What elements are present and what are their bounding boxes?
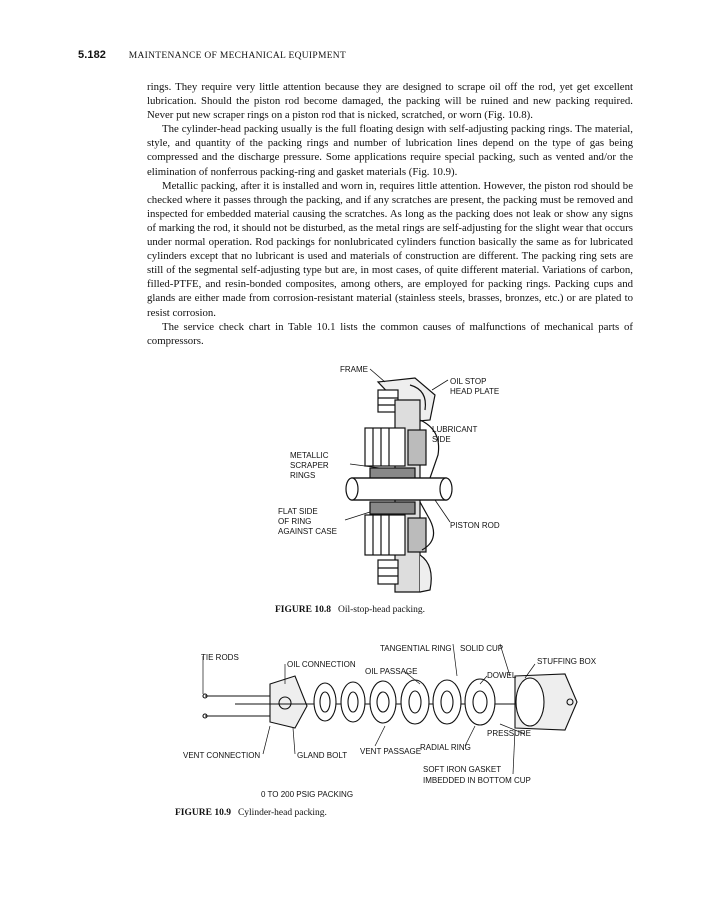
label-metallic-1: METALLIC [290,451,329,460]
caption-text: Oil-stop-head packing. [337,605,426,615]
figure-10-9-caption [175,808,327,818]
label-vent-passage: VENT PASSAGE [360,747,422,756]
body-text [147,80,633,348]
label-metallic-2: SCRAPER [290,461,329,470]
figure-10-8-caption [275,605,425,615]
label-gland-bolt: GLAND BOLT [297,751,348,760]
paragraph: The service check chart in Table 10.1 lists the common causes of malfunctions of mechanical parts of compressors. [147,320,633,347]
label-oil-stop-2: HEAD PLATE [450,387,500,396]
label-flat-1: FLAT SIDE [278,507,318,516]
caption-number: FIGURE 10.8 [275,605,331,615]
label-piston-rod: PISTON ROD [450,521,500,530]
cylinder-head-packing-drawing [175,636,615,801]
running-head [78,49,346,61]
label-frame: FRAME [340,365,368,374]
label-oil-stop-1: OIL STOP [450,377,487,386]
label-stuffing-box: STUFFING BOX [537,657,597,666]
label-lubricant-1: LUBRICANT [432,425,478,434]
label-lubricant-2: SIDE [432,435,451,444]
label-pressure: PRESSURE [487,729,532,738]
label-psig: 0 TO 200 PSIG PACKING [261,790,354,799]
label-gasket-1: SOFT IRON GASKET [423,765,502,774]
figure-10-9 [175,636,615,801]
label-oil-connection: OIL CONNECTION [287,660,356,669]
paragraph: The cylinder-head packing usually is the full floating design with self-adjusting packing rings. The material, style, and quantity of the packing rings and number of lubrication lines depend on the type of gas being compressed and the discharge pressure. Some applications require special packing, such as vented and/or the elimination of nonferrous packing-ring and gasket materials (Fig. 10.9). [147,123,633,178]
caption-text: Cylinder-head packing. [237,808,327,818]
label-radial-ring: RADIAL RING [420,743,471,752]
paragraph: Metallic packing, after it is installed and worn in, requires little attention. However, the piston rod should be checked where it passes through the packing, and if any scratches are present, the packing must be removed and inspected for embedded material causing the scratches. As long as the packing does not leak or show any signs of marking the rod, it should not be disturbed, as the metal rings are self-adjusting for the slight wear that occurs under normal operation. Rod packings for nonlubricated cylinders function basically the same as for lubricated cylinders except that no lubricant is used and materials of construction are different. The packing ring sets are still of the segmental self-adjusting type but are, in most cases, of quite different material. Variations of carbon, filled-PTFE, and resin-bonded composites, among others, are employed for packing rings. Packing cups and glands are either made from corrosion-resistant material (stainless steels, brasses, bronzes, etc.) or are plated to resist corrosion. [147,179,633,319]
label-tangential-ring: TANGENTIAL RING [380,644,452,653]
label-solid-cup: SOLID CUP [460,644,504,653]
label-tie-rods: TIE RODS [201,653,239,662]
label-flat-2: OF RING [278,517,312,526]
caption-number: FIGURE 10.9 [175,808,231,818]
paragraph: rings. They require very little attention because they are designed to scrape oil off the rod, yet get excellent lubrication. Should the piston rod become damaged, the packing will be ruined and new packing required. Never put new scraper rings on a piston rod that is nicked, scratched, or worn (Fig. 10.8). [147,81,633,122]
label-flat-3: AGAINST CASE [278,527,337,536]
figure-10-8 [270,360,510,605]
label-vent-connection: VENT CONNECTION [183,751,261,760]
running-title: MAINTENANCE OF MECHANICAL EQUIPMENT [128,51,347,61]
label-oil-passage: OIL PASSAGE [365,667,418,676]
page-number: 5.182 [78,49,107,61]
oil-stop-head-packing-drawing [270,360,510,605]
label-gasket-2: IMBEDDED IN BOTTOM CUP [423,776,531,785]
label-metallic-3: RINGS [290,471,316,480]
label-dowel: DOWEL [487,671,517,680]
